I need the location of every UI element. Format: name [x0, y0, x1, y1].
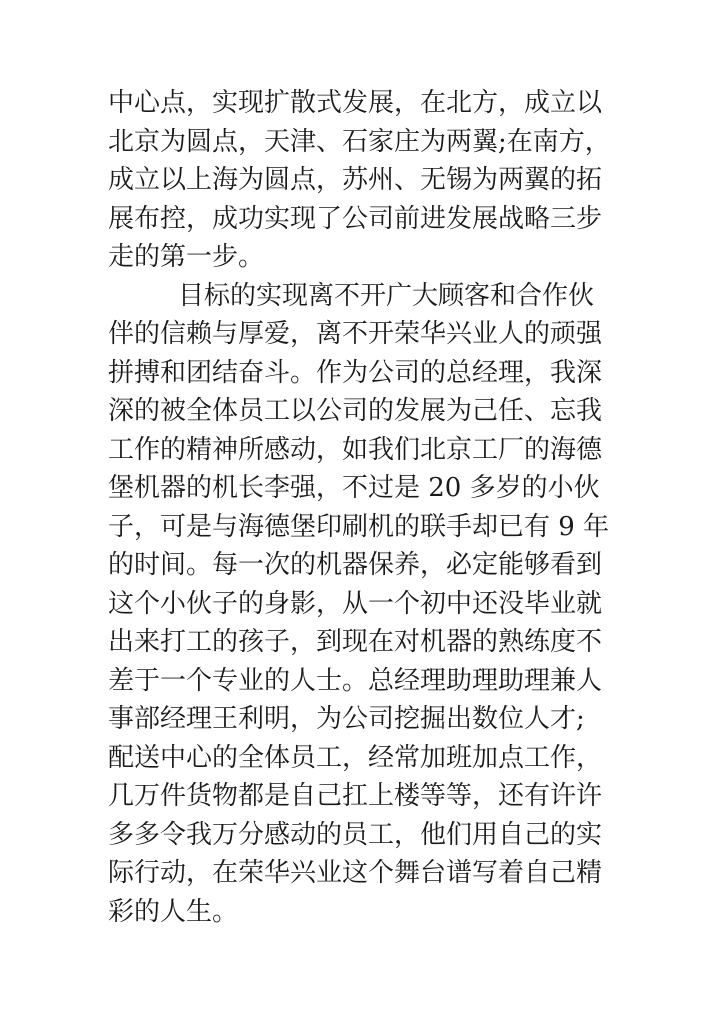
text-line: 拼搏和团结奋斗。作为公司的总经理，我深	[108, 357, 603, 388]
text-line: 几万件货物都是自己扛上楼等等，还有许许	[108, 781, 603, 811]
text-line: 伴的信赖与厚爱，离不开荣华兴业人的顽强	[108, 319, 603, 349]
text-line: 中心点，实现扩散式发展，在北方，成立以	[108, 88, 603, 118]
text-line: 差于一个专业的人士。总经理助理助理兼人	[108, 665, 603, 696]
text-line: 彩的人生。	[108, 896, 239, 927]
body-text	[108, 84, 628, 931]
text-line: 北京为圆点，天津、石家庄为两翼;在南方，	[108, 126, 611, 157]
text-line: 的时间。每一次的机器保养，必定能够看到	[108, 550, 603, 580]
text-line: 子，可是与海德堡印刷机的联手却已有 9 年	[108, 511, 610, 542]
text-line: 堡机器的机长李强，不过是 20 多岁的小伙	[108, 473, 600, 503]
text-line: 这个小伙子的身影，从一个初中还没毕业就	[108, 588, 603, 619]
text-line: 际行动，在荣华兴业这个舞台谱写着自己精	[108, 858, 603, 888]
text-line: 工作的精神所感动，如我们北京工厂的海德	[108, 434, 603, 465]
text-line: 展布控，成功实现了公司前进发展战略三步	[108, 203, 603, 234]
text-line: 成立以上海为圆点，苏州、无锡为两翼的拓	[108, 165, 603, 195]
text-line: 配送中心的全体员工，经常加班加点工作，	[108, 742, 603, 773]
text-line: 深的被全体员工以公司的发展为己任、忘我	[108, 396, 603, 426]
text-line: 多多令我万分感动的员工，他们用自己的实	[108, 819, 603, 850]
text-line: 事部经理王利明，为公司挖掘出数位人才;	[108, 704, 585, 734]
text-line: 走的第一步。	[108, 242, 265, 272]
text-line: 出来打工的孩子，到现在对机器的熟练度不	[108, 627, 603, 657]
paragraph-start-line: 目标的实现离不开广大顾客和合作伙	[178, 280, 595, 311]
